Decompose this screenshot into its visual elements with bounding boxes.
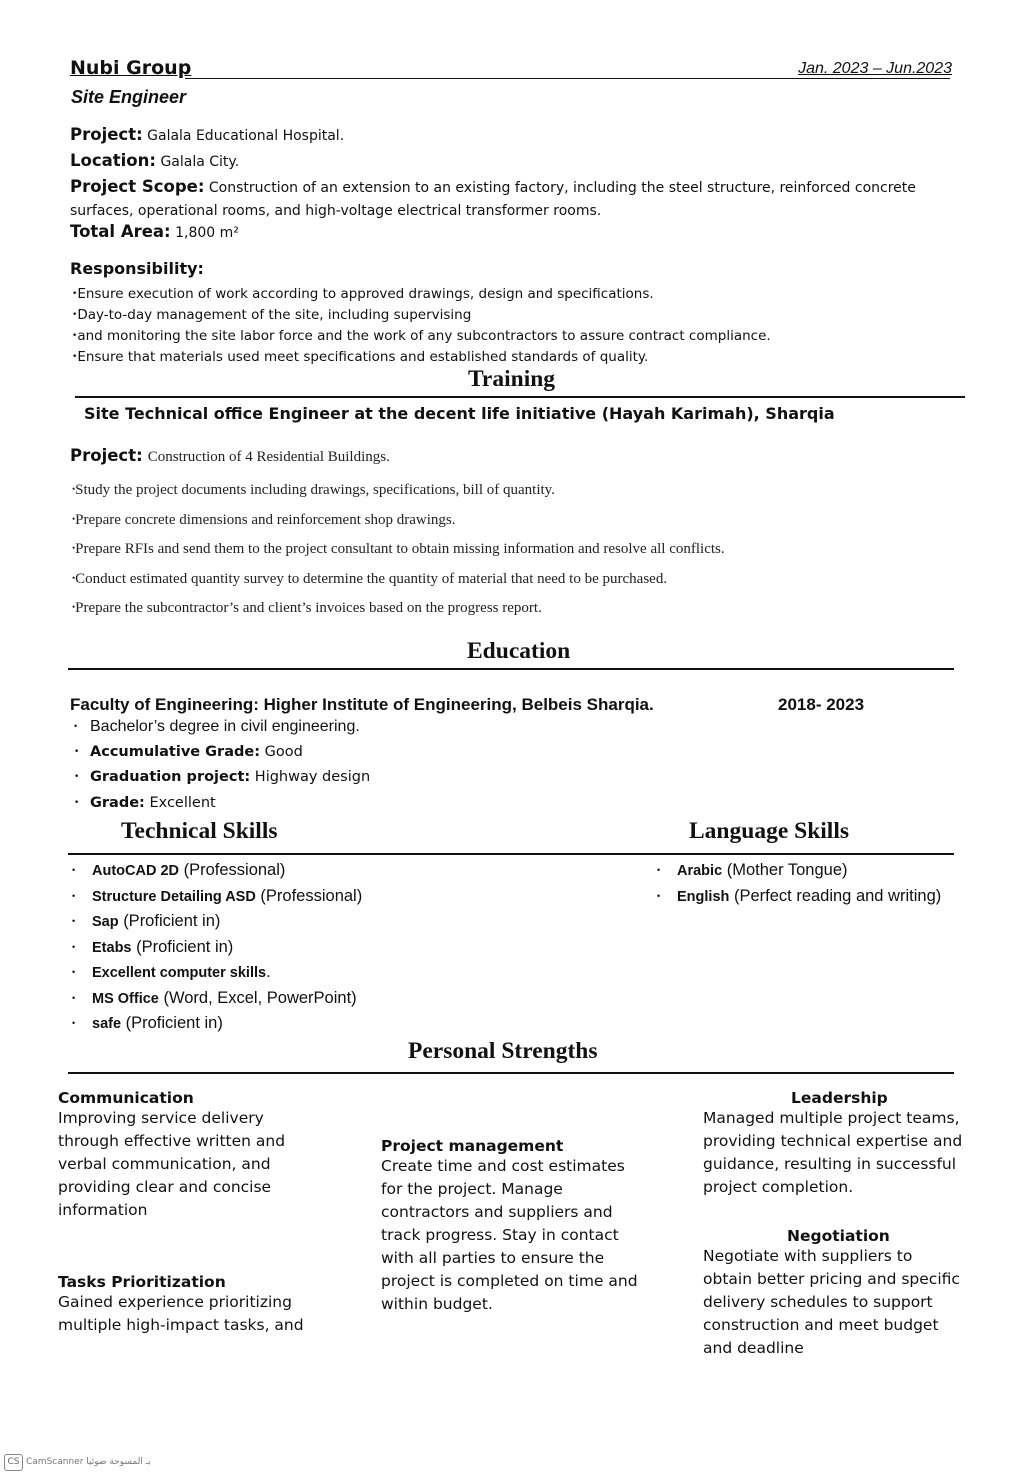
training-project-label: Project: bbox=[70, 446, 143, 465]
education-years: 2018- 2023 bbox=[778, 695, 865, 714]
training-list bbox=[72, 482, 725, 630]
list-item: • Ensure that materials used meet specifications and established standards of quality. bbox=[72, 347, 771, 368]
strengths-heading: Personal Strengths bbox=[408, 1038, 598, 1064]
degree: Bachelor’s degree in civil engineering. bbox=[90, 718, 360, 735]
tasks-title: Tasks Prioritization bbox=[58, 1273, 226, 1291]
negotiation-text: Negotiate with suppliers to obtain better pricing and specific delivery schedules to support construction and meet budget and deadline bbox=[703, 1247, 960, 1357]
language-skills-heading: Language Skills bbox=[689, 818, 849, 844]
scanner-watermark bbox=[4, 1454, 151, 1471]
employment-dates: Jan. 2023 – Jun.2023 bbox=[798, 60, 952, 77]
list-item: • Day-to-day management of the site, including supervising bbox=[72, 305, 771, 326]
communication-title: Communication bbox=[58, 1089, 194, 1107]
location-label: Location: bbox=[70, 151, 156, 170]
grade-value: Good bbox=[264, 743, 303, 760]
location-field bbox=[70, 149, 950, 174]
tasks-text: Gained experience prioritizing multiple high-impact tasks, and bbox=[58, 1293, 304, 1334]
list-item: • Prepare the subcontractor’s and client’s invoices based on the progress report. bbox=[72, 600, 725, 630]
project-management-text: Create time and cost estimates for the project. Manage contractors and suppliers and track progress. Stay in contact with all parties to ensure the project is completed on time and within budget. bbox=[381, 1157, 638, 1313]
scope-field bbox=[70, 175, 950, 223]
list-item: • Study the project documents including drawings, specifications, bill of quantity. bbox=[72, 482, 725, 512]
leadership-block bbox=[703, 1089, 1008, 1199]
list-item: • Arabic (Mother Tongue) bbox=[657, 861, 848, 879]
project-value: Galala Educational Hospital. bbox=[147, 128, 345, 144]
training-heading: Training bbox=[468, 366, 556, 392]
strengths-rule bbox=[68, 1072, 954, 1074]
education-heading: Education bbox=[467, 638, 571, 664]
list-item: • Grade: Excellent bbox=[74, 794, 216, 811]
negotiation-title: Negotiation bbox=[787, 1227, 890, 1245]
responsibility-heading: Responsibility: bbox=[70, 259, 204, 278]
list-item: • Conduct estimated quantity survey to determine the quantity of material that need to be purchased. bbox=[72, 571, 725, 601]
scope-value: Construction of an extension to an existing factory, including the steel structure, reinforced concrete surfaces, operational rooms, and high-voltage electrical transformer rooms. bbox=[70, 180, 916, 219]
graduation-project-label: Graduation project: bbox=[90, 769, 251, 785]
communication-block bbox=[58, 1089, 358, 1222]
camscanner-logo-icon: CS bbox=[4, 1454, 23, 1471]
technical-skills-heading: Technical Skills bbox=[121, 818, 278, 844]
list-item: • Prepare concrete dimensions and reinforcement shop drawings. bbox=[72, 512, 725, 542]
training-project bbox=[70, 446, 390, 466]
header-rule bbox=[185, 78, 950, 79]
watermark-text: CamScanner بـ المسوحة ضوئيا bbox=[26, 1457, 151, 1467]
list-item: • English (Perfect reading and writing) bbox=[657, 886, 942, 905]
list-item: • Etabs (Proficient in) bbox=[72, 937, 234, 956]
list-item: • safe (Proficient in) bbox=[72, 1014, 223, 1032]
education-rule bbox=[68, 668, 954, 670]
list-item: • Prepare RFIs and send them to the project consultant to obtain missing information and resolve all conflicts. bbox=[72, 541, 725, 571]
job-title: Site Engineer bbox=[71, 87, 187, 107]
skills-rule bbox=[68, 853, 954, 855]
project-field bbox=[70, 123, 950, 148]
project-management-block bbox=[381, 1137, 681, 1316]
training-project-value: Construction of 4 Residential Buildings. bbox=[147, 449, 390, 465]
training-subtitle: Site Technical office Engineer at the decent life initiative (Hayah Karimah), Sharqia bbox=[84, 404, 835, 423]
list-item: • Excellent computer skills. bbox=[72, 963, 271, 981]
institution: Faculty of Engineering: Higher Institute of Engineering, Belbeis Sharqia. bbox=[70, 695, 654, 714]
project-management-title: Project management bbox=[381, 1137, 564, 1155]
grade-label: Accumulative Grade: bbox=[90, 743, 261, 760]
location-value: Galala City. bbox=[160, 154, 240, 170]
grade2-label: Grade: bbox=[90, 794, 145, 811]
negotiation-block bbox=[703, 1227, 1008, 1360]
area-value: 1,800 m² bbox=[175, 225, 239, 241]
list-item: • AutoCAD 2D (Professional) bbox=[72, 861, 286, 879]
responsibility-list bbox=[72, 284, 771, 368]
training-rule bbox=[75, 396, 965, 398]
leadership-text: Managed multiple project teams, providing technical expertise and guidance, resulting in successful project completion. bbox=[703, 1109, 963, 1196]
language-skills-list bbox=[657, 861, 941, 912]
technical-skills-list bbox=[72, 861, 362, 1040]
leadership-title: Leadership bbox=[791, 1089, 888, 1107]
list-item: • Ensure execution of work according to approved drawings, design and specifications. bbox=[72, 284, 771, 305]
company-name: Nubi Group bbox=[70, 57, 192, 79]
communication-text: Improving service delivery through effective written and verbal communication, and providing clear and concise information bbox=[58, 1109, 286, 1219]
scope-label: Project Scope: bbox=[70, 177, 205, 196]
list-item: • Accumulative Grade: Good bbox=[74, 743, 303, 760]
graduation-project-value: Highway design bbox=[254, 769, 371, 785]
tasks-block bbox=[58, 1273, 358, 1337]
list-item: • Graduation project: Highway design bbox=[74, 769, 371, 785]
area-field bbox=[70, 220, 950, 245]
education-list bbox=[74, 718, 370, 820]
list-item: • and monitoring the site labor force and the work of any subcontractors to assure contract compliance. bbox=[72, 326, 771, 347]
project-label: Project: bbox=[70, 125, 143, 144]
list-item: • Structure Detailing ASD (Professional) bbox=[72, 886, 363, 905]
list-item: • Bachelor’s degree in civil engineering. bbox=[74, 718, 360, 735]
list-item: • Sap (Proficient in) bbox=[72, 912, 221, 930]
grade2-value: Excellent bbox=[149, 794, 216, 811]
list-item: • MS Office (Word, Excel, PowerPoint) bbox=[72, 988, 357, 1007]
area-label: Total Area: bbox=[70, 222, 171, 241]
